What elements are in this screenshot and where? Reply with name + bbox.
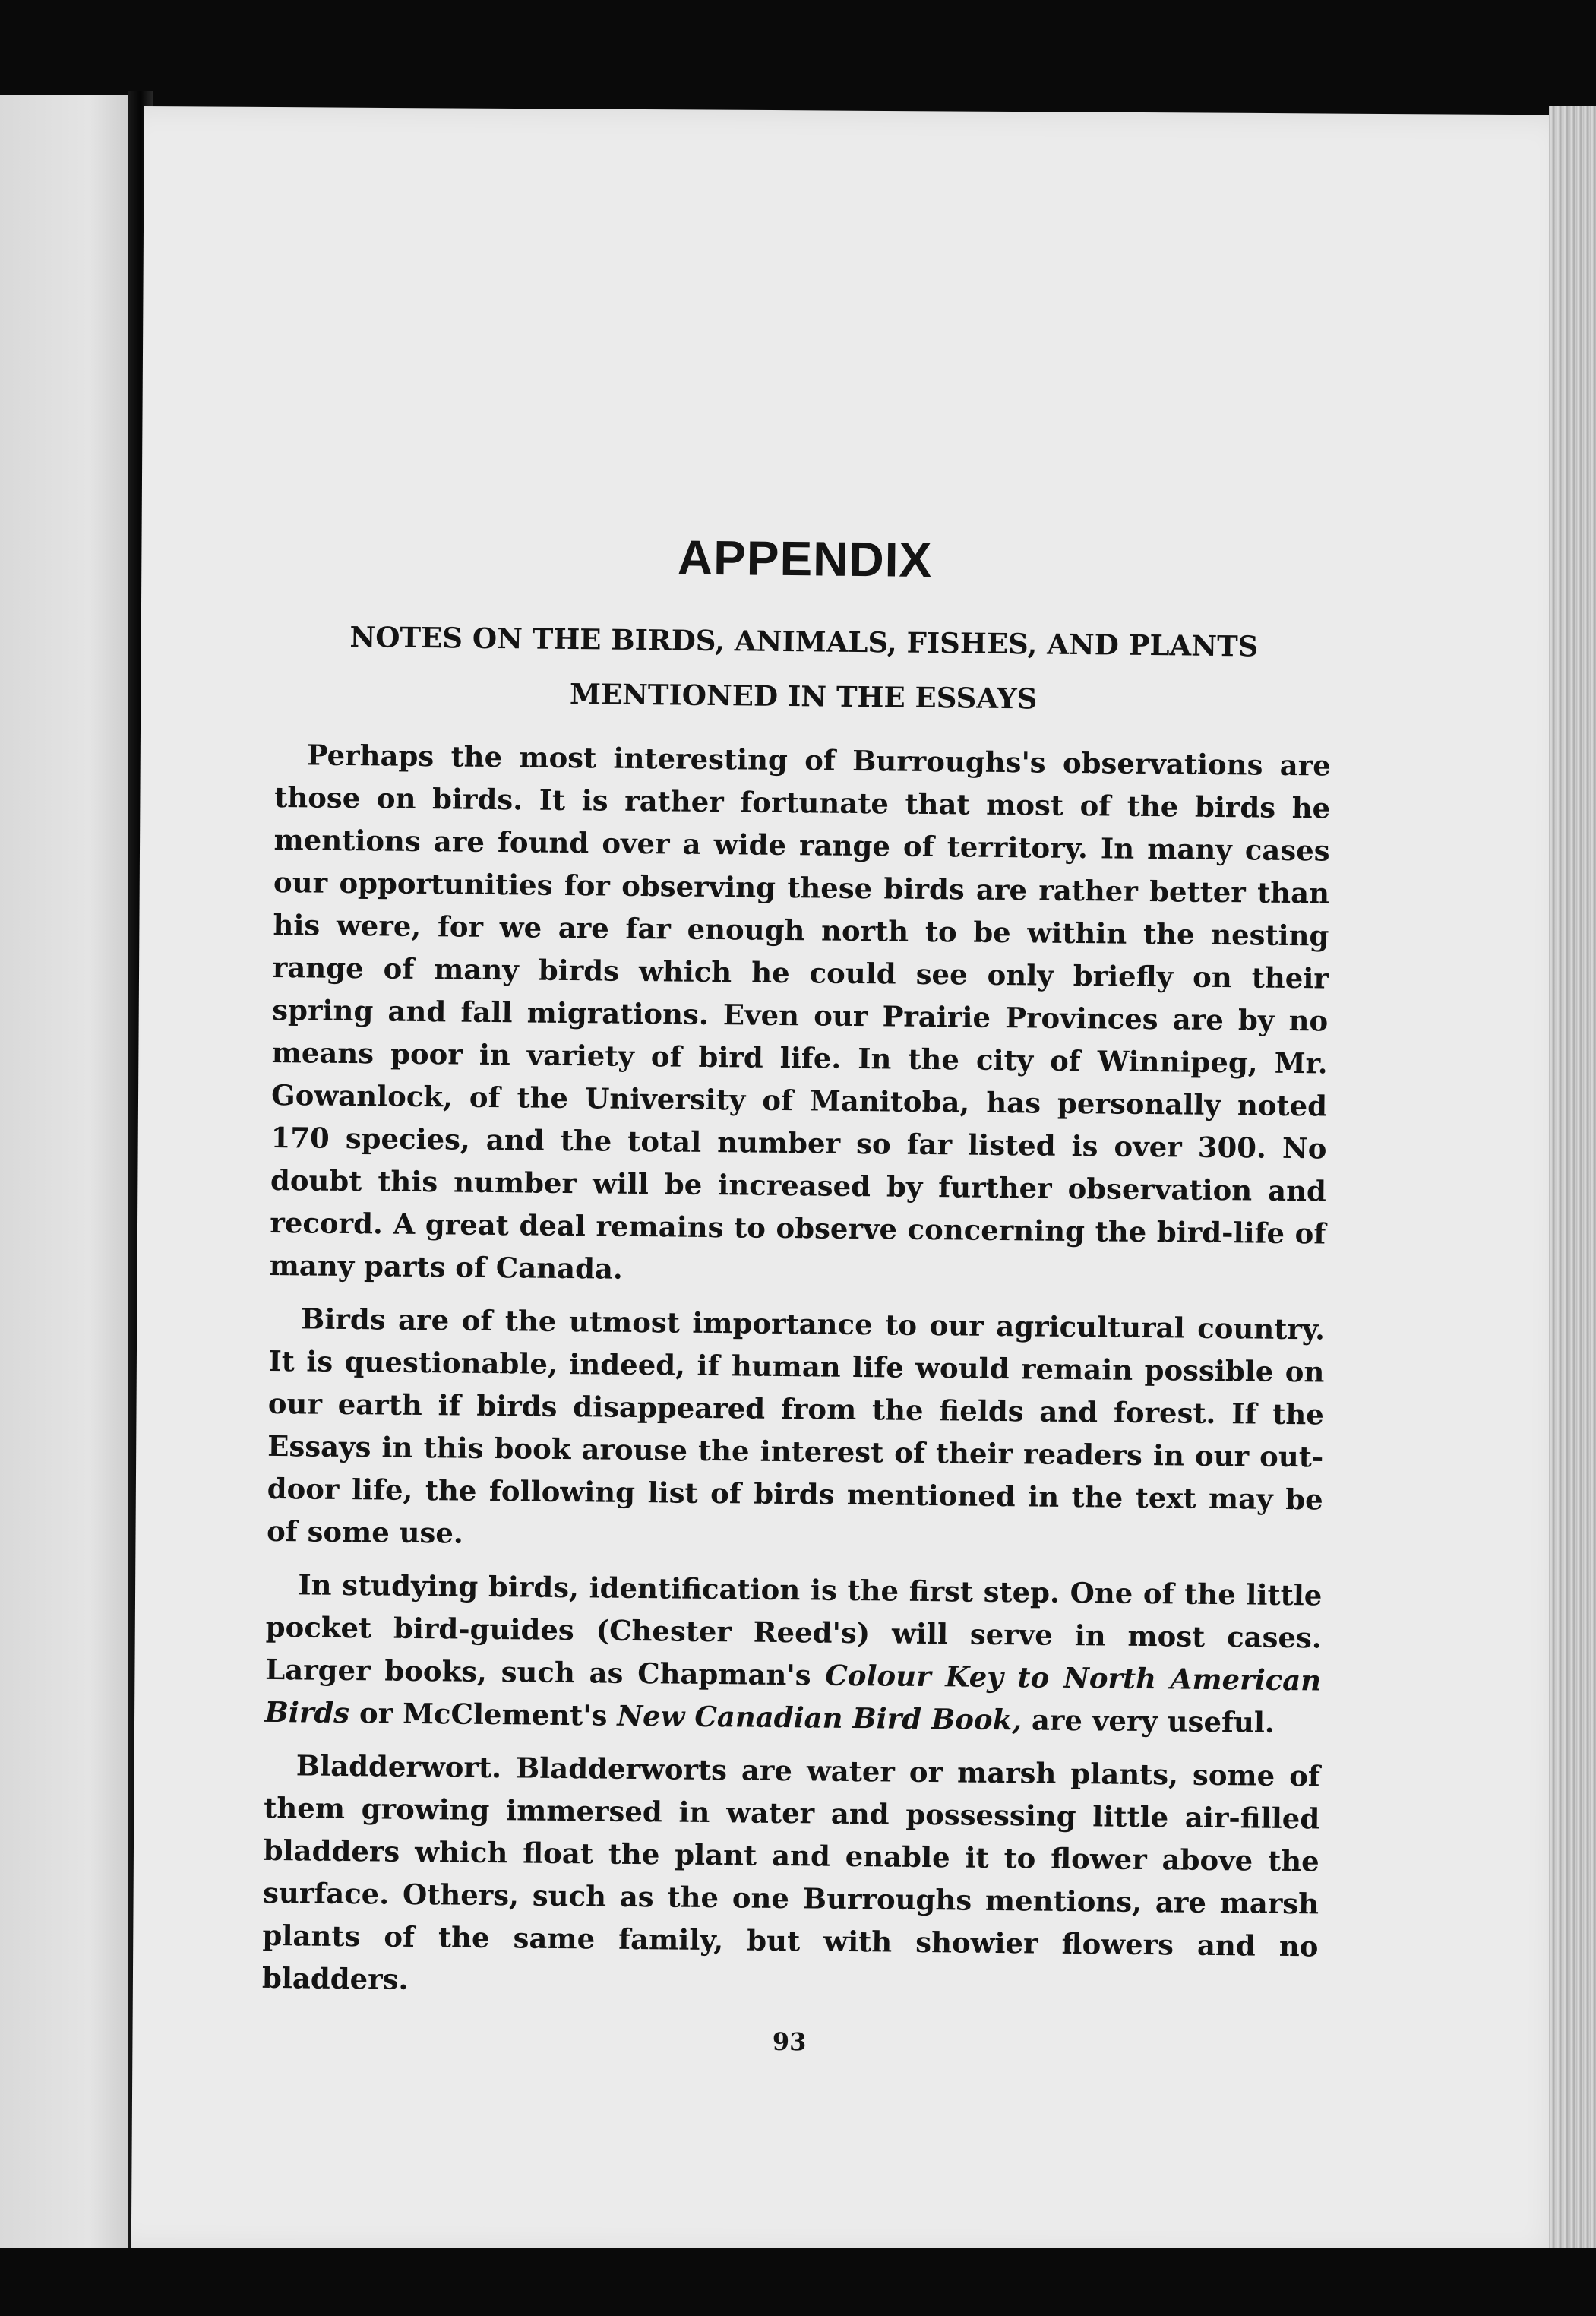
entry-bladderwort [262, 1744, 1320, 2011]
page-stack-edge [1549, 106, 1596, 2249]
guides-text-2: or McClement's [349, 1695, 618, 1732]
page-content [261, 524, 1333, 2061]
paragraph-bird-guides [264, 1563, 1322, 1745]
paragraph-birds-importance: Birds are of the utmost importance to our agricultural country. It is questionable, indeed, if human life would remain possible on our earth if birds disappeared from the fields and forest. If the Essays in this book arouse the interest of their readers in our out-door life, the following list of birds mentioned in the text may be of some use. [266, 1302, 1326, 1550]
book-title-colour-key: Colour Key to North American Birds [264, 1658, 1322, 1729]
page-number: 93 [772, 2026, 807, 2057]
book-title-new-canadian: New Canadian Bird Book, [617, 1698, 1022, 1737]
page-subheading: NOTES ON THE BIRDS, ANIMALS, FISHES, AND PLANTS MENTIONED IN THE ESSAYS [349, 619, 1259, 716]
guides-text-1: In studying birds, identification is the first step. One of the little pocket bird-guides (Chester Reed's) will serve in most cases. Larger books, such as Chapman's [264, 1568, 1323, 1692]
left-page-edge [0, 95, 128, 2283]
guides-text-3: are very useful. [1021, 1703, 1275, 1739]
page-heading: APPENDIX [677, 530, 933, 588]
entry-text: Bladderworts are water or marsh plants, some of them growing immersed in water and possessing little air-filled bladders which float the plant and enable it to flower above the surface. Others, such as the one Burroughs mentions, are marsh plants of the same family, but with showier flowers and no bladders. [261, 1750, 1321, 1996]
entry-term: Bladderwort. [295, 1748, 502, 1784]
paragraph-birds-observations: Perhaps the most interesting of Burroughs's observations are those on birds. It is rather fortunate that most of the birds he mentions are found over a wide range of territory. In many cases our opportunities for observing these birds are rather better than his were, for we are far enough north to be within the nesting range of many birds which he could see only briefly on their spring and fall migrations. Even our Prairie Provinces are by no means poor in variety of bird life. In the city of Winnipeg, Mr. Gowanlock, of the University of Manitoba, has personally noted 170 species, and the total number so far listed is over 300. No doubt this number will be increased by further observation and record. A great deal remains to observe concerning the bird-life of many parts of Canada. [269, 738, 1331, 1286]
scan-bottom-border [0, 2248, 1596, 2316]
